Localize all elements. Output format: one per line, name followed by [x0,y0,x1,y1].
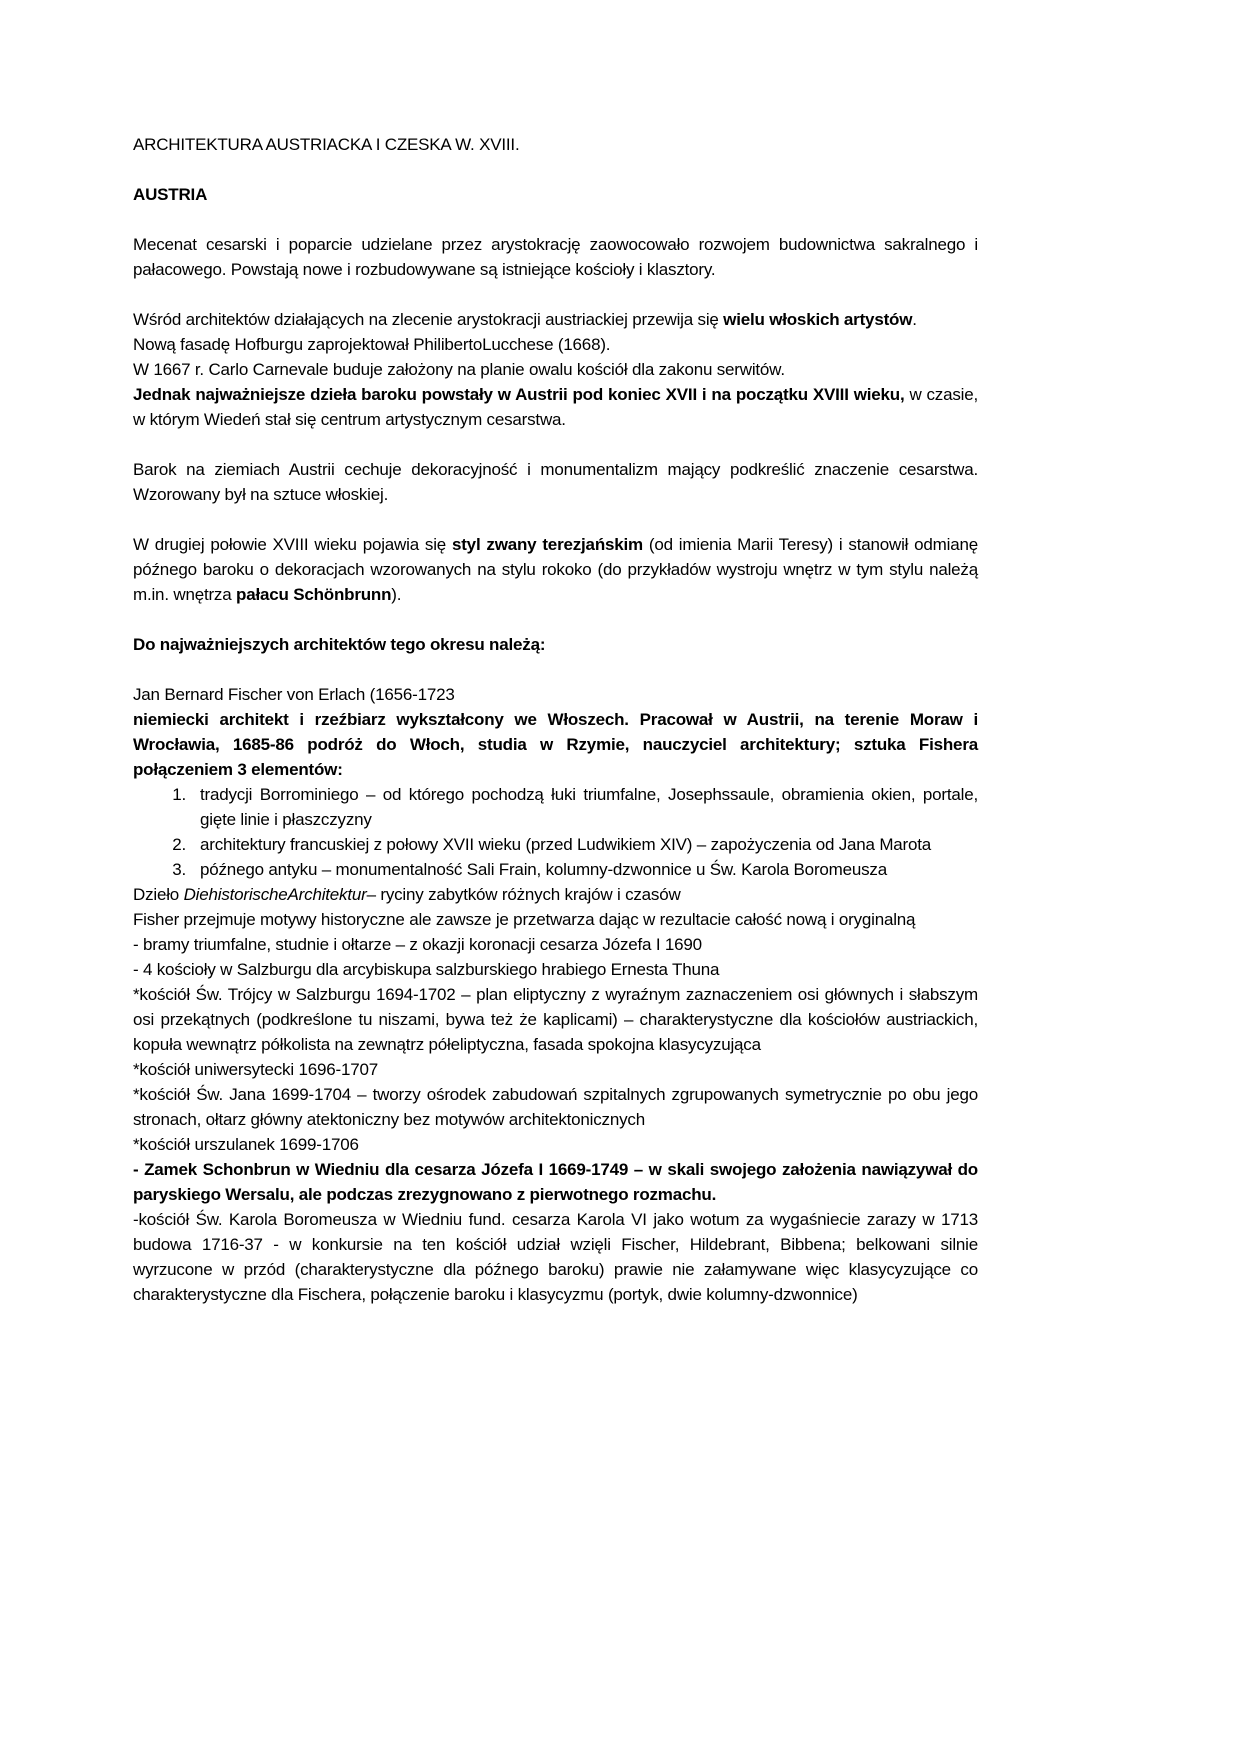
list-item [133,832,978,857]
text-run: - bramy triumfalne, studnie i ołtarze – z okazji koronacji cesarza Józefa I 1690 [133,935,702,954]
paragraph [133,1057,978,1082]
bold-text: AUSTRIA [133,185,208,204]
paragraph [133,357,978,382]
text-run: – ryciny zabytków różnych krajów i czasów [366,885,681,904]
text-run: w czasie, w którym Wiedeń stał się centrum artystycznym cesarstwa. [133,385,978,429]
paragraph [133,532,978,607]
paragraph [133,907,978,932]
text-run: Mecenat cesarski i poparcie udzielane przez arystokrację zaowocowało rozwojem budownictwa sakralnego i pałacowego. Powstają nowe i rozbudowywane są istniejące kościoły i klasztory. [133,235,978,279]
document-page [133,132,978,1332]
section-heading [133,632,978,657]
list-item-text [200,782,978,832]
bold-text: pałacu Schönbrunn [236,585,392,604]
bold-text: - Zamek Schonbrun w Wiedniu dla cesarza Józefa I 1669-1749 – w skali swojego założenia nawiązywał do paryskiego Wersalu, ale podczas zrezygnowano z pierwotnego rozmachu. [133,1160,978,1204]
paragraph-group [133,532,978,607]
text-run: Fisher przejmuje motywy historyczne ale zawsze je przetwarza dając w rezultacie całość nową i oryginalną [133,910,916,929]
text-run: Dzieło [133,885,184,904]
paragraph [133,307,978,332]
text-run: -kościół Św. Karola Boromeusza w Wiedniu fund. cesarza Karola VI jako wotum za wygaśniecie zarazy w 1713 budowa 1716-37 - w konkursie na ten kościół udział wzięli Fischer, Hildebrant, Bibbena; belkowani silnie wyrzucone w przód (charakterystyczne dla późnego baroku) prawie nie załamywane więc klasycyzujące co charakterystyczne dla Fischera, połączenie baroku i klasycyzmu (portyk, dwie kolumny-dzwonnice) [133,1210,978,1304]
paragraph [133,382,978,432]
paragraph-group [133,182,978,207]
text-run: *kościół urszulanek 1699-1706 [133,1135,359,1154]
text-run: *kościół Św. Trójcy w Salzburgu 1694-1702 – plan eliptyczny z wyraźnym zaznaczeniem osi głównych i słabszym osi przekątnych (podkreślone tu niszami, bywa też że kaplicami) – charakterystyczne dla kościołów austriackich, kopuła wewnątrz półkolista na zewnątrz półeliptyczna, fasada spokojna klasycyzująca [133,985,978,1054]
paragraph [133,682,978,707]
paragraph [133,332,978,357]
list-item [133,857,978,882]
text-run: W 1667 r. Carlo Carnevale buduje założony na planie owalu kościół dla zakonu serwitów. [133,360,785,379]
paragraph [133,1157,978,1207]
section-heading [133,182,978,207]
document-title [133,132,978,157]
paragraph-group [133,632,978,657]
paragraph [133,957,978,982]
bold-text: wielu włoskich artystów [723,310,913,329]
list-number: 3. [172,860,186,879]
text-run: . [912,310,917,329]
paragraph [133,1132,978,1157]
paragraph [133,1207,978,1307]
bold-text: styl zwany terezjańskim [451,535,643,554]
text-run: Jan Bernard Fischer von Erlach (1656-1723 [133,685,455,704]
text-run: Wśród architektów działających na zlecenie arystokracji austriackiej przewija się [133,310,724,329]
bold-text: Jednak najważniejsze dzieła baroku powstały w Austrii pod koniec XVII i na początku XVIII wieku, [133,385,905,404]
text-run: tradycji Borrominiego – od którego pochodzą łuki triumfalne, Josephssaule, obramienia okien, portale, gięte linie i płaszczyzny [200,785,978,829]
text-run: późnego antyku – monumentalność Sali Frain, kolumny-dzwonnice u Św. Karola Boromeusza [200,860,887,879]
paragraph [133,932,978,957]
paragraph-group [133,682,978,1307]
text-run: *kościół Św. Jana 1699-1704 – tworzy ośrodek zabudowań szpitalnych zgrupowanych symetrycznie po obu jego stronach, ołtarz główny atektoniczny bez motywów architektonicznych [133,1085,978,1129]
list-item [133,782,978,832]
paragraph-group [133,232,978,282]
text-run: Barok na ziemiach Austrii cechuje dekoracyjność i monumentalizm mający podkreślić znaczenie cesarstwa. Wzorowany był na sztuce włoskiej. [133,460,978,504]
paragraph [133,1082,978,1132]
text-run: Nową fasadę Hofburgu zaprojektował PhilibertoLucchese (1668). [133,335,611,354]
paragraph [133,232,978,282]
bold-text: Do najważniejszych architektów tego okresu należą: [133,635,546,654]
text-run: architektury francuskiej z połowy XVII wieku (przed Ludwikiem XIV) – zapożyczenia od Jana Marota [200,835,932,854]
text-run: *kościół uniwersytecki 1696-1707 [133,1060,378,1079]
paragraph-group [133,457,978,507]
paragraph [133,882,978,907]
bold-text: niemiecki architekt i rzeźbiarz wykształcony we Włoszech. Pracował w Austrii, na terenie Moraw i Wrocławia, 1685-86 podróż do Włoch, studia w Rzymie, nauczyciel architektury; sztuka Fishera połączeniem 3 elementów: [133,710,978,779]
paragraph-group [133,307,978,432]
paragraph [133,457,978,507]
list-number: 1. [172,785,186,804]
paragraph [133,707,978,782]
list-item-text [200,832,978,857]
italic-text: DiehistorischeArchitektur [183,885,367,904]
list-item-text [200,857,978,882]
text-run: - 4 kościoły w Salzburgu dla arcybiskupa salzburskiego hrabiego Ernesta Thuna [133,960,720,979]
text-run: ARCHITEKTURA AUSTRIACKA I CZESKA W. XVIII. [133,135,520,154]
list-number: 2. [172,835,186,854]
paragraph-group [133,132,978,157]
text-run: (od imienia Marii Teresy) i stanowił odmianę późnego baroku o dekoracjach wzorowanych na stylu rokoko (do przykładów wystroju wnętrz w tym stylu należą m.in. wnętrza [133,535,978,604]
text-run: ). [391,585,402,604]
paragraph [133,982,978,1057]
text-run: W drugiej połowie XVIII wieku pojawia się [133,535,452,554]
